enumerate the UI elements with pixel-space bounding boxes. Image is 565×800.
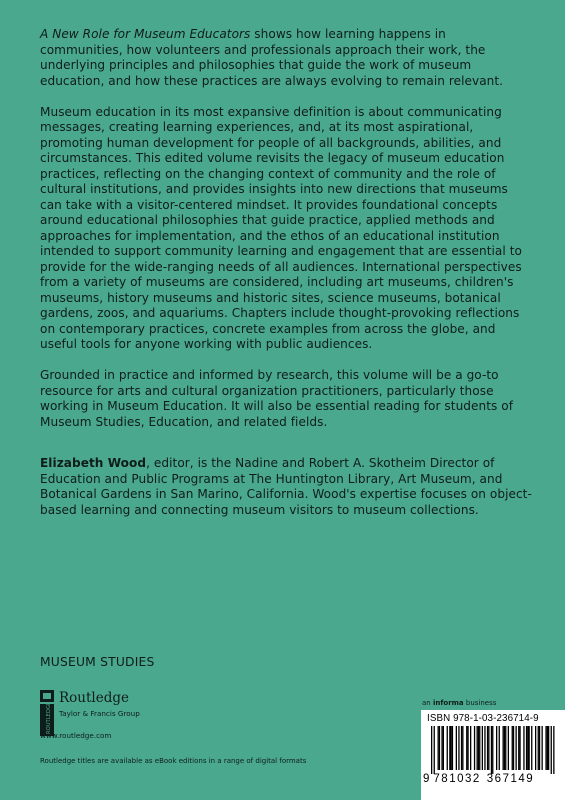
book-title: A New Role for Museum Educators — [40, 27, 251, 41]
publisher-name: Routledge — [59, 690, 129, 706]
isbn-label: ISBN 978-1-03-236714-9 — [427, 713, 539, 724]
informa-business-label: an informa business — [422, 699, 497, 707]
intro-paragraph — [40, 27, 532, 89]
svg-text:ROUTLEDGE: ROUTLEDGE — [46, 701, 52, 734]
editor-bio-paragraph — [40, 456, 532, 518]
audience-paragraph: Grounded in practice and informed by research, this volume will be a go-to resource for arts and cultural organization practitioners, particularly those working in Museum Education. It will also be essential reading for students of Museum Studies, Education, and related fields. — [40, 368, 514, 429]
barcode-digits — [423, 773, 534, 785]
informa-brand: informa — [432, 699, 464, 707]
back-cover-text — [40, 27, 532, 534]
barcode-digits-left: 781032 — [433, 773, 481, 785]
barcode-digit-first: 9 — [423, 773, 430, 785]
subject-category: MUSEUM STUDIES — [40, 655, 155, 669]
barcode-icon — [431, 726, 563, 774]
description-paragraph: Museum education in its most expansive definition is about communicating messages, creating learning experiences, and, at its most aspirational, promoting human development for people of all backgrounds, abilities, and circumstances. This edited volume revisits the legacy of museum education practices, reflecting on the changing context of community and the role of cultural institutions, and provides insights into new directions that museums can take with a visitor-centered mindset. It provides foundational concepts around educational philosophies that guide practice, applied methods and approaches for implementation, and the ethos of an educational institution intended to support community learning and engagement that are essential to provide for the wide-ranging needs of all audiences. International perspectives from a variety of museums are considered, including art museums, children's museums, history museums and historic sites, science museums, botanical gardens, zoos, and aquariums. Chapters include thought-provoking reflections on contemporary practices, concrete examples from across the globe, and useful tools for anyone working with public audiences. — [40, 104, 522, 351]
barcode-digits-right: 367149 — [486, 773, 535, 785]
editor-bio: , editor, is the Nadine and Robert A. Skotheim Director of Education and Public Programs at The Huntington Library, Art Museum, and Botanical Gardens in San Marino, California. Wood's expertise focuses on object-based learning and connecting museum visitors to museum collections. — [40, 456, 532, 517]
intro-text: shows how learning happens in communities, how volunteers and professionals approach their work, the underlying principles and philosophies that guide the work of museum education, and how these practices are always evolving to remain relevant. — [40, 27, 504, 88]
ebook-note: Routledge titles are available as eBook editions in a range of digital formats — [40, 757, 307, 765]
publisher-group: Taylor & Francis Group — [59, 709, 140, 718]
publisher-logo — [40, 690, 220, 740]
editor-name: Elizabeth Wood — [40, 456, 147, 470]
isbn-barcode — [421, 710, 565, 800]
routledge-logo-icon — [40, 690, 54, 736]
publisher-url: www.routledge.com — [40, 731, 112, 740]
